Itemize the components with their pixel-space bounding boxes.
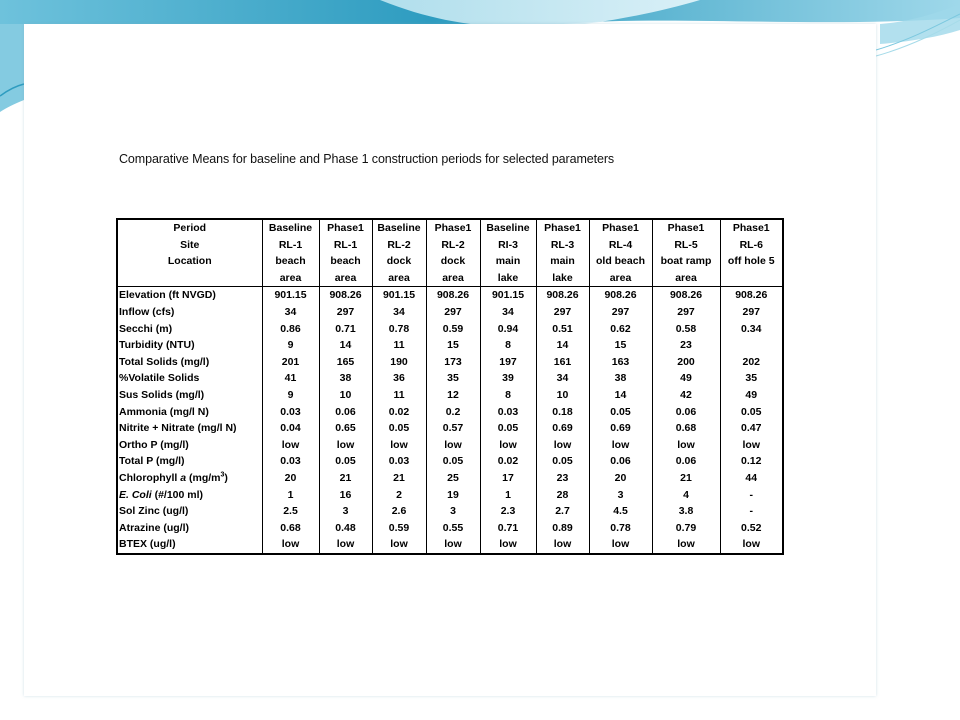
value-cell: 0.47 (720, 420, 783, 437)
value-cell: 3 (426, 503, 480, 520)
table-row (117, 370, 783, 387)
value-cell: 1 (262, 487, 319, 504)
value-cell: 2.6 (372, 503, 426, 520)
value-cell: 8 (480, 387, 536, 404)
value-cell: 901.15 (480, 287, 536, 304)
header-row (117, 270, 783, 287)
value-cell: 14 (536, 337, 589, 354)
value-cell: 297 (319, 304, 372, 321)
parameter-cell (117, 470, 262, 487)
value-cell: 0.58 (652, 321, 720, 338)
value-cell: 34 (480, 304, 536, 321)
header-label-cell: Period (173, 222, 207, 234)
value-cell: 0.03 (480, 404, 536, 421)
header-cell: off hole 5 (720, 253, 783, 270)
value-cell: 10 (319, 387, 372, 404)
value-cell: 15 (589, 337, 652, 354)
header-cell: RL-1 (262, 237, 319, 254)
value-cell: 9 (262, 387, 319, 404)
parameter-cell (117, 487, 262, 504)
value-cell: 3 (319, 503, 372, 520)
value-cell: 2.5 (262, 503, 319, 520)
table-row (117, 520, 783, 537)
header-cell: dock (426, 253, 480, 270)
value-cell: 4 (652, 487, 720, 504)
value-cell: 20 (589, 470, 652, 487)
header-cell: area (589, 270, 652, 287)
value-cell: 200 (652, 354, 720, 371)
comparative-means-table (116, 218, 784, 555)
value-cell: 34 (372, 304, 426, 321)
header-cell: dock (372, 253, 426, 270)
value-cell: 0.68 (652, 420, 720, 437)
table-row (117, 437, 783, 454)
header-cell: Phase1 (589, 219, 652, 237)
value-cell: 0.69 (589, 420, 652, 437)
parameter-text-part: E. Coli (119, 488, 152, 501)
value-cell: 0.52 (720, 520, 783, 537)
header-cell: area (262, 270, 319, 287)
value-cell: 39 (480, 370, 536, 387)
parameter-cell: Turbidity (NTU) (117, 337, 262, 354)
value-cell: 0.62 (589, 321, 652, 338)
value-cell: 0.05 (589, 404, 652, 421)
value-cell: low (720, 437, 783, 454)
header-cell: RL-6 (720, 237, 783, 254)
value-cell: 0.78 (372, 321, 426, 338)
value-cell: 908.26 (536, 287, 589, 304)
header-cell: RI-3 (480, 237, 536, 254)
header-cell: main (536, 253, 589, 270)
table-row (117, 404, 783, 421)
parameter-cell: Nitrite + Nitrate (mg/l N) (117, 420, 262, 437)
value-cell: 0.04 (262, 420, 319, 437)
value-cell: 12 (426, 387, 480, 404)
value-cell (720, 337, 783, 354)
value-cell: 0.57 (426, 420, 480, 437)
value-cell: - (720, 487, 783, 504)
header-label-cell: Site (180, 238, 200, 251)
parameter-text-part: ) (224, 471, 228, 484)
parameter-text-part: Chlorophyll (119, 471, 181, 484)
header-cell: RL-3 (536, 237, 589, 254)
parameter-cell: Secchi (m) (117, 321, 262, 338)
value-cell: low (652, 536, 720, 554)
value-cell: 3.8 (652, 503, 720, 520)
value-cell: 49 (720, 387, 783, 404)
value-cell: 165 (319, 354, 372, 371)
value-cell: 0.65 (319, 420, 372, 437)
value-cell: 21 (319, 470, 372, 487)
parameter-cell: Sus Solids (mg/l) (117, 387, 262, 404)
value-cell: 163 (589, 354, 652, 371)
value-cell: 2.7 (536, 503, 589, 520)
parameter-cell: Inflow (cfs) (117, 304, 262, 321)
table-caption: Comparative Means for baseline and Phase 1 construction periods for selected parameters (119, 152, 615, 166)
value-cell: 41 (262, 370, 319, 387)
value-cell: 28 (536, 487, 589, 504)
header-row (117, 253, 783, 270)
value-cell: low (262, 437, 319, 454)
table-row (117, 287, 783, 304)
parameter-cell: %Volatile Solids (117, 370, 262, 387)
value-cell: low (720, 536, 783, 554)
value-cell: 0.55 (426, 520, 480, 537)
value-cell: 21 (372, 470, 426, 487)
value-cell: 36 (372, 370, 426, 387)
value-cell: 14 (589, 387, 652, 404)
value-cell: 197 (480, 354, 536, 371)
value-cell: 15 (426, 337, 480, 354)
value-cell: 908.26 (426, 287, 480, 304)
parameter-cell: Atrazine (ug/l) (117, 520, 262, 537)
header-cell: RL-4 (589, 237, 652, 254)
value-cell: 0.71 (319, 321, 372, 338)
value-cell: low (480, 437, 536, 454)
value-cell: low (262, 536, 319, 554)
header-cell: Phase1 (426, 219, 480, 237)
value-cell: 0.86 (262, 321, 319, 338)
value-cell: low (319, 536, 372, 554)
value-cell: 0.03 (372, 453, 426, 470)
value-cell: 21 (652, 470, 720, 487)
header-cell: boat ramp (652, 253, 720, 270)
value-cell: 0.02 (480, 453, 536, 470)
value-cell: 297 (426, 304, 480, 321)
value-cell: 20 (262, 470, 319, 487)
table-row (117, 304, 783, 321)
parameter-text-part: 3 (220, 471, 225, 479)
parameter-cell: Elevation (ft NVGD) (117, 287, 262, 304)
header-cell: area (652, 270, 720, 287)
parameter-cell: Ammonia (mg/l N) (117, 404, 262, 421)
header-cell: RL-2 (426, 237, 480, 254)
parameter-cell: Total P (mg/l) (117, 453, 262, 470)
value-cell: low (319, 437, 372, 454)
value-cell: 0.34 (720, 321, 783, 338)
value-cell: 35 (720, 370, 783, 387)
table-row (117, 470, 783, 487)
value-cell: 0.12 (720, 453, 783, 470)
header-cell: RL-2 (372, 237, 426, 254)
header-label-cell (117, 270, 262, 287)
header-cell: lake (536, 270, 589, 287)
value-cell: low (589, 437, 652, 454)
parameter-cell: Ortho P (mg/l) (117, 437, 262, 454)
value-cell: 908.26 (589, 287, 652, 304)
value-cell: 38 (589, 370, 652, 387)
header-cell: area (426, 270, 480, 287)
value-cell: 0.06 (652, 453, 720, 470)
header-cell: Baseline (262, 219, 319, 237)
header-cell: area (372, 270, 426, 287)
parameter-text-part: (mg/m (186, 471, 221, 484)
table-row (117, 453, 783, 470)
value-cell: 11 (372, 337, 426, 354)
value-cell: 0.05 (319, 453, 372, 470)
value-cell: 0.05 (426, 453, 480, 470)
value-cell: 4.5 (589, 503, 652, 520)
value-cell: 0.03 (262, 453, 319, 470)
value-cell: 297 (536, 304, 589, 321)
table-row (117, 536, 783, 554)
value-cell: 0.03 (262, 404, 319, 421)
value-cell: 3 (589, 487, 652, 504)
value-cell: 908.26 (720, 287, 783, 304)
value-cell: 297 (589, 304, 652, 321)
value-cell: 0.2 (426, 404, 480, 421)
value-cell: 202 (720, 354, 783, 371)
header-cell: area (319, 270, 372, 287)
parameter-text-part: (#/100 ml) (151, 488, 204, 501)
value-cell: 901.15 (372, 287, 426, 304)
value-cell: 34 (262, 304, 319, 321)
table-row (117, 321, 783, 338)
value-cell: 0.89 (536, 520, 589, 537)
value-cell: 0.02 (372, 404, 426, 421)
value-cell: 0.94 (480, 321, 536, 338)
value-cell: low (426, 437, 480, 454)
header-cell: lake (480, 270, 536, 287)
value-cell: 23 (652, 337, 720, 354)
value-cell: 297 (652, 304, 720, 321)
parameter-text-part: a (180, 471, 187, 484)
value-cell: 908.26 (319, 287, 372, 304)
value-cell: 0.18 (536, 404, 589, 421)
value-cell: 10 (536, 387, 589, 404)
header-cell: RL-1 (319, 237, 372, 254)
value-cell: 0.05 (480, 420, 536, 437)
table-row (117, 503, 783, 520)
value-cell: 2.3 (480, 503, 536, 520)
value-cell: 173 (426, 354, 480, 371)
value-cell: 0.59 (372, 520, 426, 537)
value-cell: 0.05 (372, 420, 426, 437)
value-cell: 0.06 (589, 453, 652, 470)
value-cell: 0.69 (536, 420, 589, 437)
header-cell: beach (262, 253, 319, 270)
value-cell: 161 (536, 354, 589, 371)
value-cell: low (372, 437, 426, 454)
value-cell: 19 (426, 487, 480, 504)
value-cell: 44 (720, 470, 783, 487)
value-cell: low (426, 536, 480, 554)
header-label-cell: Location (167, 255, 212, 268)
value-cell: 0.06 (319, 404, 372, 421)
header-cell: Phase1 (319, 219, 372, 237)
value-cell: 201 (262, 354, 319, 371)
value-cell: 2 (372, 487, 426, 504)
header-cell: RL-5 (652, 237, 720, 254)
value-cell: 8 (480, 337, 536, 354)
parameter-cell: Sol Zinc (ug/l) (117, 503, 262, 520)
parameter-cell: Total Solids (mg/l) (117, 354, 262, 371)
value-cell: - (720, 503, 783, 520)
value-cell: 34 (536, 370, 589, 387)
value-cell: 0.06 (652, 404, 720, 421)
header-cell: Phase1 (720, 219, 783, 237)
header-row (117, 219, 783, 237)
value-cell: low (536, 437, 589, 454)
value-cell: 9 (262, 337, 319, 354)
value-cell: 297 (720, 304, 783, 321)
value-cell: 49 (652, 370, 720, 387)
value-cell: low (372, 536, 426, 554)
value-cell: low (589, 536, 652, 554)
header-cell (720, 270, 783, 287)
value-cell: low (652, 437, 720, 454)
value-cell: 0.79 (652, 520, 720, 537)
value-cell: 0.68 (262, 520, 319, 537)
header-cell: beach (319, 253, 372, 270)
value-cell: 901.15 (262, 287, 319, 304)
value-cell: 1 (480, 487, 536, 504)
value-cell: 190 (372, 354, 426, 371)
value-cell: 35 (426, 370, 480, 387)
table-row (117, 337, 783, 354)
value-cell: 908.26 (652, 287, 720, 304)
value-cell: 0.48 (319, 520, 372, 537)
header-cell: main (480, 253, 536, 270)
header-row (117, 237, 783, 254)
parameter-cell: BTEX (ug/l) (117, 536, 262, 554)
value-cell: low (536, 536, 589, 554)
value-cell: 0.51 (536, 321, 589, 338)
value-cell: 0.05 (536, 453, 589, 470)
value-cell: 23 (536, 470, 589, 487)
table-row (117, 354, 783, 371)
value-cell: 38 (319, 370, 372, 387)
value-cell: 14 (319, 337, 372, 354)
value-cell: 11 (372, 387, 426, 404)
value-cell: 0.78 (589, 520, 652, 537)
value-cell: 25 (426, 470, 480, 487)
header-cell: old beach (589, 253, 652, 270)
value-cell: 42 (652, 387, 720, 404)
value-cell: low (480, 536, 536, 554)
header-cell: Baseline (480, 219, 536, 237)
table-row (117, 387, 783, 404)
table-row (117, 420, 783, 437)
header-cell: Phase1 (652, 219, 720, 237)
value-cell: 17 (480, 470, 536, 487)
header-cell: Baseline (372, 219, 426, 237)
table-row (117, 487, 783, 504)
value-cell: 0.71 (480, 520, 536, 537)
value-cell: 0.59 (426, 321, 480, 338)
header-cell: Phase1 (536, 219, 589, 237)
value-cell: 16 (319, 487, 372, 504)
value-cell: 0.05 (720, 404, 783, 421)
